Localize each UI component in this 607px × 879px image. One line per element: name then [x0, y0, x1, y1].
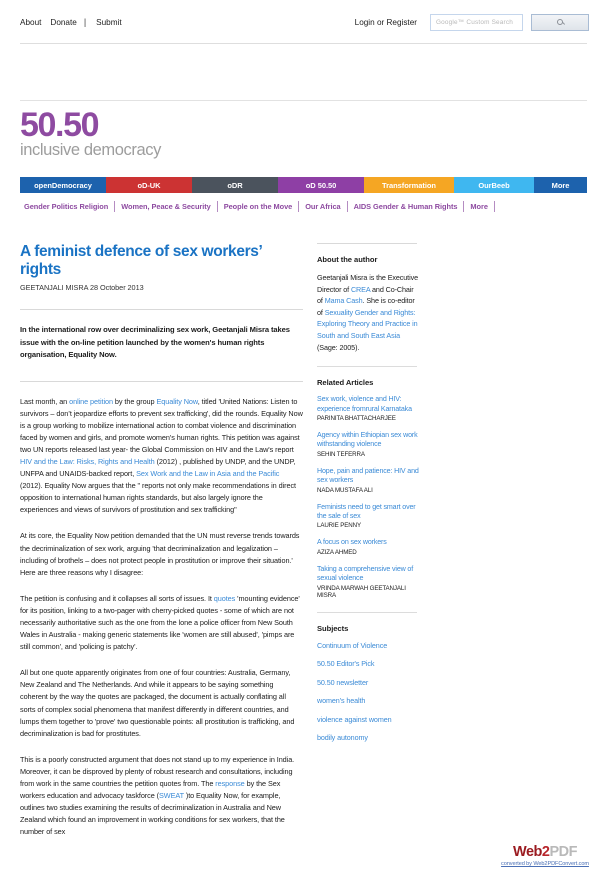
nav-tab-label: oDR — [227, 180, 243, 190]
title-divider — [20, 309, 303, 310]
text-run: This is a poorly constructed argument that does not stand up to my experience in India. Moreover, it can be disproved by plenty of robust research and consultations, including from work in the same countries the petition quotes from. The — [20, 754, 295, 789]
primary-navigation — [20, 177, 587, 193]
login-or-register-link[interactable]: Login or Register — [354, 17, 417, 27]
nav-link-about[interactable]: About — [20, 17, 42, 27]
article-inline-link[interactable]: response — [215, 779, 245, 789]
article-inline-link[interactable]: SWEAT — [159, 791, 184, 801]
web2pdf-watermark — [489, 845, 601, 867]
standfirst-divider — [20, 381, 303, 382]
subnav-separator — [494, 201, 495, 212]
top-utility-bar — [0, 0, 607, 44]
article-paragraph — [20, 396, 303, 517]
related-articles-list — [317, 395, 421, 598]
subnav-link-women-peace-security[interactable]: Women, Peace & Security — [121, 201, 211, 211]
article-inline-link[interactable]: Sex Work and the Law in Asia and the Pacific — [136, 469, 280, 479]
top-utility-links — [20, 17, 122, 27]
related-article-item — [317, 467, 421, 494]
sidebar-divider-1 — [317, 366, 417, 367]
author-bio-link[interactable]: CREA — [350, 284, 371, 294]
search-icon — [557, 19, 563, 25]
subject-tag-link[interactable]: 50.50 newsletter — [317, 677, 369, 687]
related-article-author: PARINITA BHATTACHARJEE — [317, 414, 396, 422]
related-article-author: VRINDA MARWAH GEETANJALI MISRA — [317, 584, 406, 599]
nav-tab-label: Transformation — [382, 180, 436, 190]
related-article-link[interactable]: Hope, pain and patience: HIV and sex workers — [317, 466, 419, 485]
subnav-link-our-africa[interactable]: Our Africa — [305, 201, 341, 211]
search-button[interactable] — [531, 14, 589, 31]
related-article-item — [317, 565, 421, 599]
subject-tag-link[interactable]: women's health — [317, 696, 366, 706]
nav-tab-ourbeeb[interactable] — [454, 177, 534, 193]
article-paragraph — [20, 754, 303, 839]
site-logo[interactable] — [20, 107, 161, 160]
masthead-divider — [20, 100, 587, 101]
text-run: Last month, an — [20, 396, 70, 406]
nav-tab-label: oD-UK — [137, 180, 161, 190]
related-article-link[interactable]: A focus on sex workers — [317, 538, 387, 547]
article-inline-link[interactable]: Equality Now — [156, 396, 198, 406]
subjects-heading: Subjects — [317, 623, 349, 633]
logo-tagline: inclusive democracy — [20, 141, 161, 159]
nav-tab-more[interactable] — [534, 177, 587, 193]
top-utility-right — [355, 14, 589, 31]
related-article-link[interactable]: Sex work, violence and HIV: experience fromrural Karnataka — [317, 395, 412, 413]
author-bio-link[interactable]: Mama Cash — [324, 296, 363, 306]
related-article-link[interactable]: Feminists need to get smart over the sale of sex — [317, 502, 416, 520]
web2pdf-convert-link[interactable]: converted by Web2PDFConvert.com — [501, 861, 589, 867]
text-run: , titled 'United Nations: Listen to survivors – don’t jeopardize efforts to prevent sex trafficking', did the rounds. Equality Now is a group working to mobilize international action to combat violence and discrimination faced by women and girls, and promote women's human rights. This petition was against two UN reports released last year- the Global Commission on HIV and the Law's report — [20, 396, 303, 454]
subnav-link-people-on-the-move[interactable]: People on the Move — [223, 201, 293, 211]
top-divider — [20, 43, 587, 44]
text-run: Geetanjali Misra is the Executive Director of — [317, 273, 418, 294]
nav-link-donate[interactable]: Donate — [50, 17, 77, 27]
web2pdf-logo — [489, 845, 601, 860]
related-article-item — [317, 538, 421, 555]
text-run: by the Sex workers education and advocacy taskforce ( — [20, 779, 281, 801]
text-run: by the group — [112, 396, 157, 406]
text-run: and Co-Chair of — [317, 284, 414, 306]
text-run: The petition is confusing and it collapses all sorts of issues. It — [20, 593, 214, 603]
nav-tab-label: More — [551, 180, 570, 190]
about-author-heading: About the author — [317, 255, 378, 264]
related-article-link[interactable]: Agency within Ethiopian sex work withstanding violence — [317, 430, 418, 449]
author-bio-link[interactable]: Sexuality Gender and Rights: Exploring Theory and Practice in South and South East Asia — [317, 307, 418, 340]
related-article-link[interactable]: Taking a comprehensive view of sexual violence — [317, 564, 414, 583]
subnav-link-more[interactable]: More — [470, 201, 488, 211]
top-link-separator: | — [83, 17, 87, 27]
sidebar — [317, 243, 421, 752]
search-input[interactable]: Google™ Custom Search — [430, 14, 523, 31]
article-standfirst: In the international row over decriminalizing sex work, Geetanjali Misra takes issue with the on-line petition launched by the women's human rights organisation, Equality Now. — [20, 325, 290, 359]
article-body — [20, 396, 303, 839]
subject-tag-link[interactable]: Continuum of Violence — [317, 640, 388, 650]
nav-tab-opendemocracy[interactable] — [20, 177, 106, 193]
nav-tab-label: openDemocracy — [34, 180, 92, 190]
text-run: All but one quote apparently originates from one of four countries: Australia, Germany, New Zealand and The Netherlands. And while it appears to be saying something coherent by the way the quotes are packaged, the document is actually conflating all sorts of complex social phenomena that manifest differently in different countries, and lumps them together to 'prove' two questionable points: all prostitution is trafficking, and decriminalization is bad for prostitutes. — [20, 668, 295, 738]
related-article-item — [317, 431, 421, 458]
text-run: At its core, the Equality Now petition demanded that the UN must reverse trends towards the decriminalization of sex work, arguing 'that decriminalization and legalization – including of brothels – does not protect people in prostitution or improve their situation.' Here are three reasons why I disagree: — [20, 531, 300, 577]
secondary-navigation — [20, 199, 587, 213]
subnav-link-aids-gender-human-rights[interactable]: AIDS Gender & Human Rights — [353, 201, 458, 211]
article-paragraph — [20, 530, 303, 578]
text-run: )to Equality Now, for example, outlines two studies examining the results of decriminalization in Australia and New Zealand which found an improvement in working conditions for sex workers, that the number of sex — [20, 791, 285, 837]
subjects-list — [317, 641, 421, 743]
article-inline-link[interactable]: online petition — [69, 396, 113, 406]
text-run: 'mounting evidence' for its position, linking to a two-pager with cherry-picked quotes - some of which are not necessarily authoritative such as the one from the lone a police officer from New South Wales in Australia - making generic statements like 'women are still abused', 'pimps are still common', and 'policing is patchy'. — [20, 593, 300, 652]
watermark-two-text: 2 — [541, 844, 550, 860]
sidebar-top-divider — [317, 243, 417, 244]
related-article-item — [317, 395, 421, 422]
about-author-text — [317, 272, 421, 353]
text-run: . She is co-editor of — [317, 296, 415, 317]
nav-tab-od-uk[interactable] — [106, 177, 192, 193]
related-article-item — [317, 503, 421, 530]
page-title: A feminist defence of sex workers’ rights — [20, 243, 262, 278]
related-article-author: SEHIN TEFERRA — [317, 450, 365, 458]
related-article-author: AZIZA AHMED — [317, 548, 357, 556]
article-inline-link[interactable]: quotes — [213, 593, 236, 603]
article-paragraph — [20, 667, 303, 740]
sidebar-divider-2 — [317, 612, 417, 613]
text-run: (2012). Equality Now argues that the " reports not only make recommendations in direct opposition to international human rights standards, but also largely ignore the experiences and views of survivors of prostitution and sex trafficking" — [20, 481, 296, 515]
article-column — [20, 243, 303, 839]
text-run: (2012) , published by UNDP, and the UNDP, UNFPA and UNAIDS-backed report, — [20, 456, 296, 479]
related-article-author: LAURIE PENNY — [317, 522, 361, 530]
related-articles-heading: Related Articles — [317, 378, 374, 388]
subject-tag-link[interactable]: 50.50 Editor's Pick — [317, 659, 375, 669]
article-paragraph — [20, 593, 303, 653]
watermark-web-text: Web — [513, 844, 542, 860]
nav-link-submit[interactable]: Submit — [96, 17, 122, 27]
nav-tab-od-50-50[interactable] — [278, 177, 364, 193]
watermark-pdf-text: PDF — [549, 844, 577, 860]
nav-tab-transformation[interactable] — [364, 177, 454, 193]
nav-tab-label: OurBeeb — [478, 180, 510, 190]
related-article-author: NADA MUSTAFA ALI — [317, 486, 373, 494]
article-inline-link[interactable]: HIV and the Law: Risks, Rights and Health — [20, 456, 155, 466]
subnav-link-gender-politics-religion[interactable]: Gender Politics Religion — [24, 201, 109, 211]
subject-tag-link[interactable]: violence against women — [317, 714, 392, 724]
logo-title: 50.50 — [20, 106, 99, 144]
subject-tag-link[interactable]: bodily autonomy — [317, 733, 368, 743]
nav-tab-odr[interactable] — [192, 177, 278, 193]
nav-tab-label: oD 50.50 — [305, 180, 337, 190]
text-run: (Sage: 2005). — [317, 342, 360, 352]
article-byline: GEETANJALI MISRA 28 October 2013 — [20, 283, 144, 292]
